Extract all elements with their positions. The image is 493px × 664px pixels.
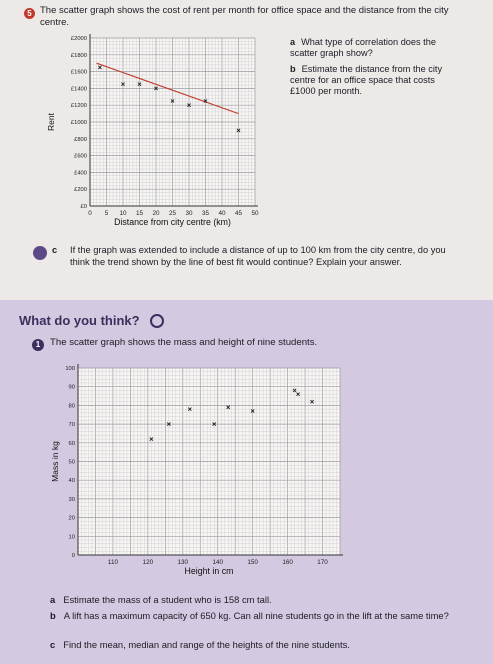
question-5c xyxy=(52,245,460,268)
lightbulb-outline-icon xyxy=(150,314,164,328)
x-axis-label: Height in cm xyxy=(184,566,234,576)
x-tick-label: 35 xyxy=(201,210,210,217)
question-1-text: The scatter graph shows the mass and height of nine students. xyxy=(50,337,318,348)
y-tick-label: 40 xyxy=(68,478,75,485)
x-tick-label: 50 xyxy=(251,210,259,217)
question-1c xyxy=(50,639,480,651)
y-tick-label: £1600 xyxy=(70,69,87,76)
question-5c-text: If the graph was extended to include a distance of up to 100 km from the city centre, do you think the trend shown by the line of best fit would continue? Explain your answer. xyxy=(70,245,446,267)
y-tick-label: £1200 xyxy=(70,103,87,110)
question-1b xyxy=(50,610,482,622)
question-1b-label: b xyxy=(50,610,56,621)
y-tick-label: 0 xyxy=(71,553,75,559)
question-5b-label: b xyxy=(290,64,296,74)
question-1b-text: A lift has a maximum capacity of 650 kg. Can all nine students go in the lift at the same time? xyxy=(63,610,449,621)
y-tick-label: £2000 xyxy=(70,36,87,42)
y-axis-label: Mass in kg xyxy=(50,441,60,482)
x-tick-label: 20 xyxy=(152,210,160,217)
y-tick-label: £400 xyxy=(74,170,87,177)
x-tick-label: 25 xyxy=(168,210,177,217)
question-5b xyxy=(290,64,460,97)
y-tick-label: £600 xyxy=(74,153,87,160)
question-1c-text: Find the mean, median and range of the heights of the nine students. xyxy=(63,639,350,650)
x-tick-label: 40 xyxy=(218,210,226,217)
question-1-badge: 1 xyxy=(32,339,44,351)
mass-height-scatter-graph xyxy=(40,360,350,585)
rent-scatter-graph xyxy=(40,30,285,245)
y-tick-label: 100 xyxy=(65,366,75,372)
x-tick-label: 160 xyxy=(282,559,293,566)
y-tick-label: 90 xyxy=(68,384,75,391)
question-5-text: The scatter graph shows the cost of rent per month for office space and the distance from the city centre. xyxy=(40,5,449,28)
question-5a xyxy=(290,37,460,59)
question-5c-label: c xyxy=(52,245,58,255)
question-5b-text: Estimate the distance from the city centre for an office space that costs £1000 per month. xyxy=(290,64,443,96)
x-tick-label: 170 xyxy=(317,559,328,566)
x-tick-label: 10 xyxy=(119,210,127,217)
x-tick-label: 130 xyxy=(177,559,189,566)
question-1a-label: a xyxy=(50,594,56,605)
y-tick-label: 20 xyxy=(68,515,75,522)
x-tick-label: 0 xyxy=(88,210,92,217)
x-tick-label: 5 xyxy=(104,210,109,217)
y-axis-label: Rent xyxy=(46,113,56,131)
x-tick-label: 30 xyxy=(185,210,193,217)
y-tick-label: £0 xyxy=(80,204,87,210)
y-tick-label: £1800 xyxy=(70,52,87,59)
question-1a xyxy=(50,594,480,606)
question-5a-label: a xyxy=(290,37,296,47)
y-tick-label: 30 xyxy=(68,496,75,503)
question-1c-label: c xyxy=(50,639,56,650)
x-tick-label: 120 xyxy=(142,559,154,566)
x-tick-label: 45 xyxy=(234,210,243,217)
y-tick-label: 80 xyxy=(68,403,75,410)
y-tick-label: 10 xyxy=(68,534,75,541)
question-5-badge: 5 xyxy=(24,8,35,19)
y-tick-label: £800 xyxy=(74,136,87,143)
lightbulb-icon xyxy=(33,246,47,260)
x-tick-label: 15 xyxy=(135,210,144,217)
x-tick-label: 150 xyxy=(247,559,258,566)
y-tick-label: £200 xyxy=(74,187,87,194)
y-tick-label: £1000 xyxy=(70,120,87,126)
x-axis-label: Distance from city centre (km) xyxy=(114,217,231,227)
y-tick-label: £1400 xyxy=(70,86,87,93)
y-tick-label: 70 xyxy=(68,422,75,429)
y-tick-label: 50 xyxy=(68,459,75,466)
question-1a-text: Estimate the mass of a student who is 158 cm tall. xyxy=(63,594,272,605)
x-tick-label: 110 xyxy=(107,559,118,566)
section-title: What do you think? xyxy=(19,313,140,328)
y-tick-label: 60 xyxy=(68,440,75,447)
x-tick-label: 140 xyxy=(212,559,223,566)
question-5a-text: What type of correlation does the scatter graph show? xyxy=(290,37,436,58)
